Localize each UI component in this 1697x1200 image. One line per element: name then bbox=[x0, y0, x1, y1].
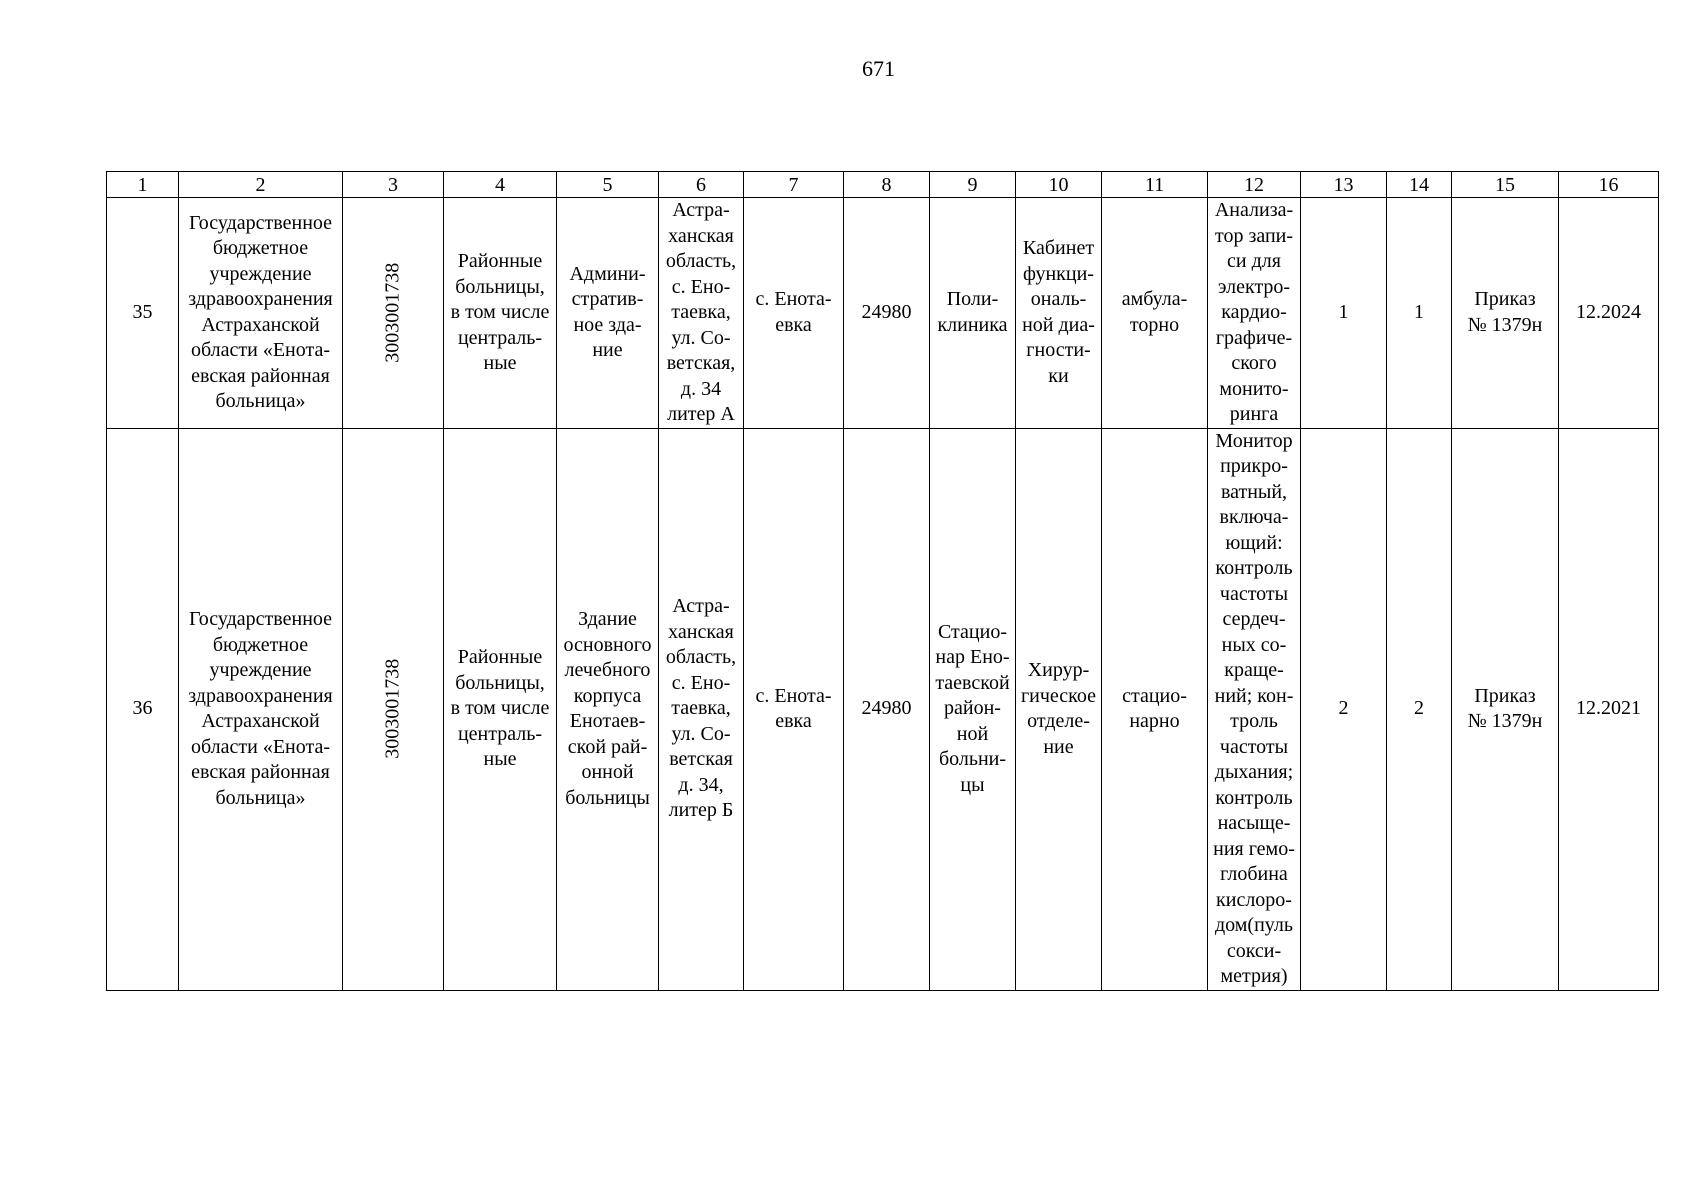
column-header: 13 bbox=[1301, 172, 1387, 198]
subdivision: Стацио- нар Ено- таевской район- ной больни- цы bbox=[930, 428, 1016, 990]
care-conditions: амбула- торно bbox=[1102, 198, 1208, 429]
page-number: 671 bbox=[862, 56, 895, 81]
locality: с. Енота- евка bbox=[744, 198, 844, 429]
column-header: 10 bbox=[1016, 172, 1102, 198]
order-ref: Приказ № 1379н bbox=[1452, 428, 1559, 990]
column-header: 9 bbox=[930, 172, 1016, 198]
address: Астра- ханская область, с. Ено- таевка, ул. Со- ветская д. 34, литер Б bbox=[659, 428, 744, 990]
department: Кабинет функци- ональ- ной диа- гности- ки bbox=[1016, 198, 1102, 429]
locality-code: 24980 bbox=[844, 198, 930, 429]
column-header: 2 bbox=[179, 172, 343, 198]
data-table bbox=[106, 171, 1659, 991]
institution-name: Государственное бюджетное учреждение здравоохранения Астраханской области «Енота- евская районная больница» bbox=[179, 428, 343, 990]
inn-cell bbox=[343, 198, 444, 429]
equipment: Монитор прикро- ватный, включа- ющий: контроль частоты сердеч- ных со- кращe- ний; кон- троль частоты дыхания; контроль насыще- ния гемо- глобина кислоро- дом(пуль сокси- метрия) bbox=[1208, 428, 1301, 990]
column-header: 14 bbox=[1387, 172, 1452, 198]
locality: с. Енота- евка bbox=[744, 428, 844, 990]
order-ref: Приказ № 1379н bbox=[1452, 198, 1559, 429]
column-header: 1 bbox=[107, 172, 179, 198]
column-header: 7 bbox=[744, 172, 844, 198]
table-row bbox=[107, 198, 1659, 429]
institution-name: Государственное бюджетное учреждение здравоохранения Астраханской области «Енота- евская районная больница» bbox=[179, 198, 343, 429]
quantity-1: 2 bbox=[1301, 428, 1387, 990]
equipment: Анализа- тор запи- си для электро- кардио- графиче- ского монито- ринга bbox=[1208, 198, 1301, 429]
quantity-2: 1 bbox=[1387, 198, 1452, 429]
inn-cell bbox=[343, 428, 444, 990]
institution-type: Районные больницы, в том числе централь- ные bbox=[444, 198, 557, 429]
quantity-2: 2 bbox=[1387, 428, 1452, 990]
department: Хирур- гическое отделе- ние bbox=[1016, 428, 1102, 990]
column-header: 16 bbox=[1559, 172, 1659, 198]
date: 12.2021 bbox=[1559, 428, 1659, 990]
column-header: 8 bbox=[844, 172, 930, 198]
building: Админи- стратив- ное зда- ние bbox=[557, 198, 659, 429]
column-header: 5 bbox=[557, 172, 659, 198]
date: 12.2024 bbox=[1559, 198, 1659, 429]
column-header: 4 bbox=[444, 172, 557, 198]
institution-type: Районные больницы, в том числе централь- ные bbox=[444, 428, 557, 990]
column-header: 3 bbox=[343, 172, 444, 198]
column-header: 11 bbox=[1102, 172, 1208, 198]
column-header: 12 bbox=[1208, 172, 1301, 198]
inn-value: 3003001738 bbox=[381, 262, 404, 363]
column-header: 6 bbox=[659, 172, 744, 198]
locality-code: 24980 bbox=[844, 428, 930, 990]
row-number: 35 bbox=[107, 198, 179, 429]
care-conditions: стацио- нарно bbox=[1102, 428, 1208, 990]
inn-value: 3003001738 bbox=[381, 659, 404, 759]
column-header: 15 bbox=[1452, 172, 1559, 198]
subdivision: Поли- клиника bbox=[930, 198, 1016, 429]
quantity-1: 1 bbox=[1301, 198, 1387, 429]
header-row bbox=[107, 172, 1659, 198]
table-row bbox=[107, 428, 1659, 990]
address: Астра- ханская область, с. Ено- таевка, ул. Со- ветская, д. 34 литер А bbox=[659, 198, 744, 429]
building: Здание основного лечебного корпуса Енотаев- ской рай- онной больницы bbox=[557, 428, 659, 990]
row-number: 36 bbox=[107, 428, 179, 990]
